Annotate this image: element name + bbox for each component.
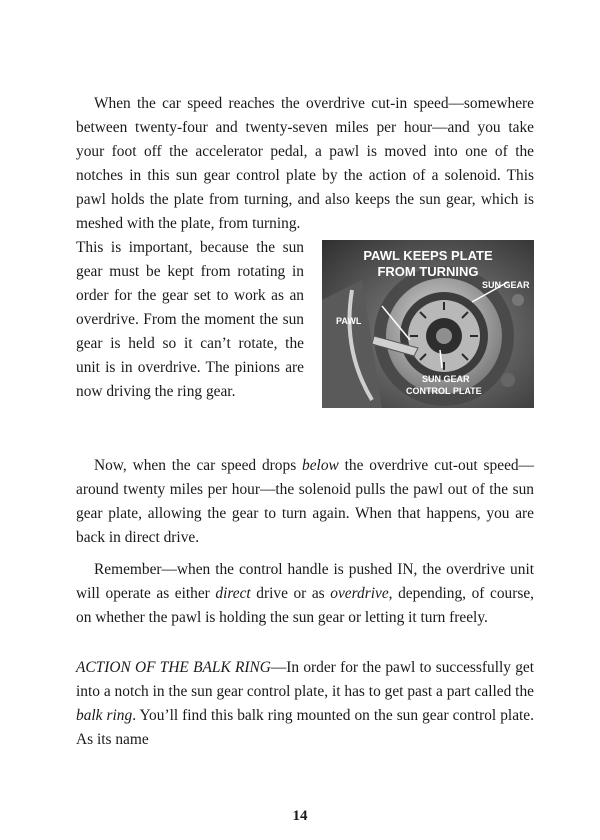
emphasis-below: below (302, 457, 339, 474)
overdrive-illustration (322, 240, 534, 408)
wrap-block (76, 236, 534, 428)
paragraph-cut-out (76, 454, 534, 550)
emphasis-balk-ring: balk ring (76, 707, 133, 724)
overdrive-photo (322, 240, 534, 408)
figure-label-control-plate-1: SUN GEAR (422, 374, 470, 384)
page-body (76, 92, 534, 752)
emphasis-overdrive: overdrive (330, 585, 389, 602)
figure-label-control-plate-2: CONTROL PLATE (406, 386, 482, 396)
text-span: Now, when the car speed drops (94, 457, 303, 474)
section-heading-balk-ring: ACTION OF THE BALK RING (76, 659, 271, 676)
paragraph-importance: This is important, because the sun gear must be kept from rotating in order for the gear set to work as an overdrive. From the moment the sun gear is held so it can’t rotate, the unit is in overdrive. The pinions are now driving the ring gear. (76, 239, 304, 400)
figure-caption-line2: FROM TURNING (377, 264, 479, 279)
emphasis-direct: direct (215, 585, 251, 602)
figure-label-sun-gear: SUN GEAR (482, 280, 530, 290)
text-span: —In order for the pawl to successfully get into a notch in the sun gear control plate, it has to get past a part called the (76, 659, 534, 700)
paragraph-cut-in: When the car speed reaches the overdrive cut-in speed—somewhere between twenty-four and twenty-seven miles per hour—and you take your foot off the accelerator pedal, a pawl is moved into one of the notches in this sun gear control plate by the action of a solenoid. This pawl holds the plate from turning, and also keeps the sun gear, which is meshed with the plate, from turning. (76, 95, 534, 232)
paragraph-remember (76, 558, 534, 630)
text-span: the overdrive cut-out speed—around twenty miles per hour—the solenoid pulls the pawl out of the sun gear plate, allowing the gear to turn again. When that happens, you are back in direct drive. (76, 457, 534, 546)
wrap-text (76, 236, 304, 404)
text-span: drive or as (250, 585, 331, 602)
text-span: Remember—when the control handle is pushed IN, the overdrive unit will operate as either (76, 561, 534, 602)
figure-caption-line1: PAWL KEEPS PLATE (363, 248, 493, 263)
page-number: 14 (292, 808, 308, 824)
text-span: . You’ll find this balk ring mounted on the sun gear control plate. As its name (76, 707, 534, 748)
paragraph-balk-ring (76, 656, 534, 752)
text-span: , depending, of course, on whether the pawl is holding the sun gear or letting it turn freely. (76, 585, 535, 626)
figure-label-pawl: PAWL (336, 316, 362, 326)
